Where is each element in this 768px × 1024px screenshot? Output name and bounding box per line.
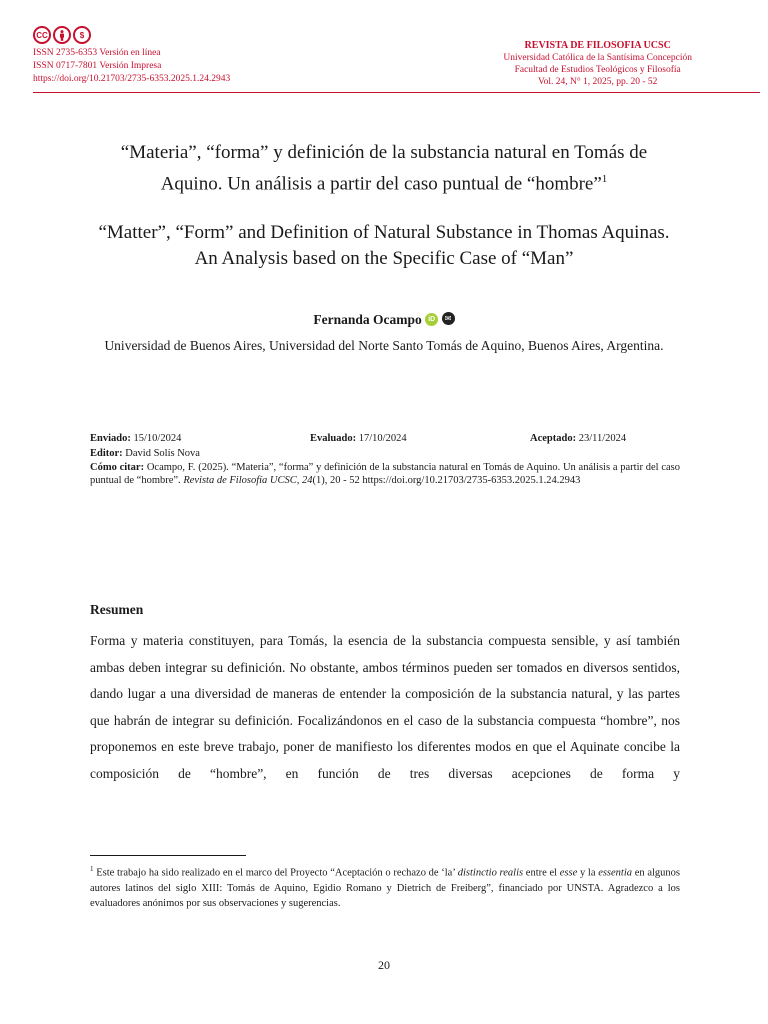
title-spanish-text: “Materia”, “forma” y definición de la substancia natural en Tomás de Aquino. Un análisis a partir del caso puntual de “hombre” bbox=[120, 142, 648, 195]
creative-commons-icon: CC bbox=[33, 26, 51, 44]
abstract-heading: Resumen bbox=[90, 602, 144, 617]
editor-line bbox=[90, 447, 680, 460]
title-english: “Matter”, “Form” and Definition of Natural Substance in Thomas Aquinas. An Analysis based on the Specific Case of “Man” bbox=[98, 222, 670, 269]
author-name: Fernanda Ocampo bbox=[313, 312, 422, 327]
university-name: Universidad Católica de la Santísima Concepción bbox=[503, 53, 692, 63]
author-line bbox=[0, 312, 768, 328]
evaluated-label: Evaluado: bbox=[310, 433, 357, 444]
issn-online: ISSN 2735-6353 Versión en línea bbox=[33, 48, 161, 58]
citation-volume: 24 bbox=[302, 475, 313, 486]
footnote-italic-1: distinctio realis bbox=[457, 867, 524, 879]
footnote-text-1: Este trabajo ha sido realizado en el marco del Proyecto “Aceptación o rechazo de ‘la’ bbox=[93, 867, 458, 879]
footnote-italic-2: esse bbox=[559, 867, 578, 879]
footnote bbox=[90, 862, 680, 911]
footnote-text-2: entre el bbox=[523, 867, 560, 879]
footnote-ref[interactable]: 1 bbox=[601, 173, 608, 185]
title-spanish bbox=[90, 140, 678, 197]
citation-journal: Revista de Filosofía UCSC bbox=[183, 475, 297, 486]
journal-header-right bbox=[503, 40, 692, 88]
email-icon[interactable]: ✉ bbox=[442, 312, 455, 325]
editor-name: David Solís Nova bbox=[125, 448, 200, 459]
page-number: 20 bbox=[378, 958, 390, 972]
citation-separator: , bbox=[296, 475, 300, 486]
license-badges[interactable] bbox=[33, 24, 230, 46]
citation-text: Ocampo, F. (2025). “Materia”, “forma” y definición de la substancia natural en Tomás de Aquino. Un análisis a partir del caso puntual de “hombre”. bbox=[90, 462, 680, 486]
doi-link[interactable]: https://doi.org/10.21703/2735-6353.2025.1.24.2943 bbox=[33, 74, 231, 84]
abstract-text: Forma y materia constituyen, para Tomás, la esencia de la substancia compuesta sensible, y así también ambas deben integrar su definición. No obstante, ambos términos pueden ser tomados en diversos sentidos, dando lugar a una diversidad de maneras de entender la composición de la substancia natural, y las partes que habrán de integrar su definición. Focalizándonos en el caso de la substancia compuesta “hombre”, nos proponemos en este breve trabajo, poner de manifiesto los diferentes modos en que el Aquinate concibe la composición de “hombre”, en función de tres diversas acepciones de forma y bbox=[90, 633, 680, 781]
issn-print: ISSN 0717-7801 Versión Impresa bbox=[33, 61, 162, 71]
evaluated-date bbox=[310, 432, 407, 445]
evaluated-value: 17/10/2024 bbox=[358, 433, 407, 444]
footnote-text-4: en algunos autores latinos del siglo XIII: Tomás de Aquino, Egidio Romano y Dietrich de Freiberg”, financiado por UNSTA. Agradezco a los evaluadores anónimos por sus observaciones y sugerencias. bbox=[90, 867, 680, 909]
citation-block bbox=[90, 461, 680, 487]
volume-info: Vol. 24, N° 1, 2025, pp. 20 - 52 bbox=[537, 77, 658, 87]
journal-name: REVISTA DE FILOSOFIA UCSC bbox=[524, 40, 671, 51]
accepted-date bbox=[530, 432, 626, 445]
faculty-name: Facultad de Estudios Teológicos y Filosofía bbox=[514, 65, 681, 75]
editor-label: Editor: bbox=[90, 448, 123, 459]
footnote-mark: 1 bbox=[90, 865, 94, 873]
orcid-icon[interactable]: iD bbox=[425, 313, 438, 326]
header-divider bbox=[33, 92, 760, 93]
noncommercial-icon: $ bbox=[73, 26, 91, 44]
submission-dates bbox=[90, 432, 680, 446]
footnote-divider bbox=[90, 855, 246, 856]
sent-label: Enviado: bbox=[90, 433, 131, 444]
author-affiliation: Universidad de Buenos Aires, Universidad del Norte Santo Tomás de Aquino, Buenos Aires, Argentina. bbox=[104, 338, 664, 353]
journal-header-left bbox=[33, 24, 230, 85]
accepted-label: Aceptado: bbox=[530, 433, 577, 444]
citation-doi[interactable]: (1), 20 - 52 https://doi.org/10.21703/2735-6353.2025.1.24.2943 bbox=[312, 475, 581, 486]
footnote-italic-3: essentia bbox=[598, 867, 633, 879]
accepted-value: 23/11/2024 bbox=[578, 433, 627, 444]
attribution-icon bbox=[53, 26, 71, 44]
sent-value: 15/10/2024 bbox=[133, 433, 182, 444]
sent-date bbox=[90, 432, 181, 445]
footnote-text-3: y la bbox=[577, 867, 599, 879]
citation-label: Cómo citar: bbox=[90, 462, 145, 473]
